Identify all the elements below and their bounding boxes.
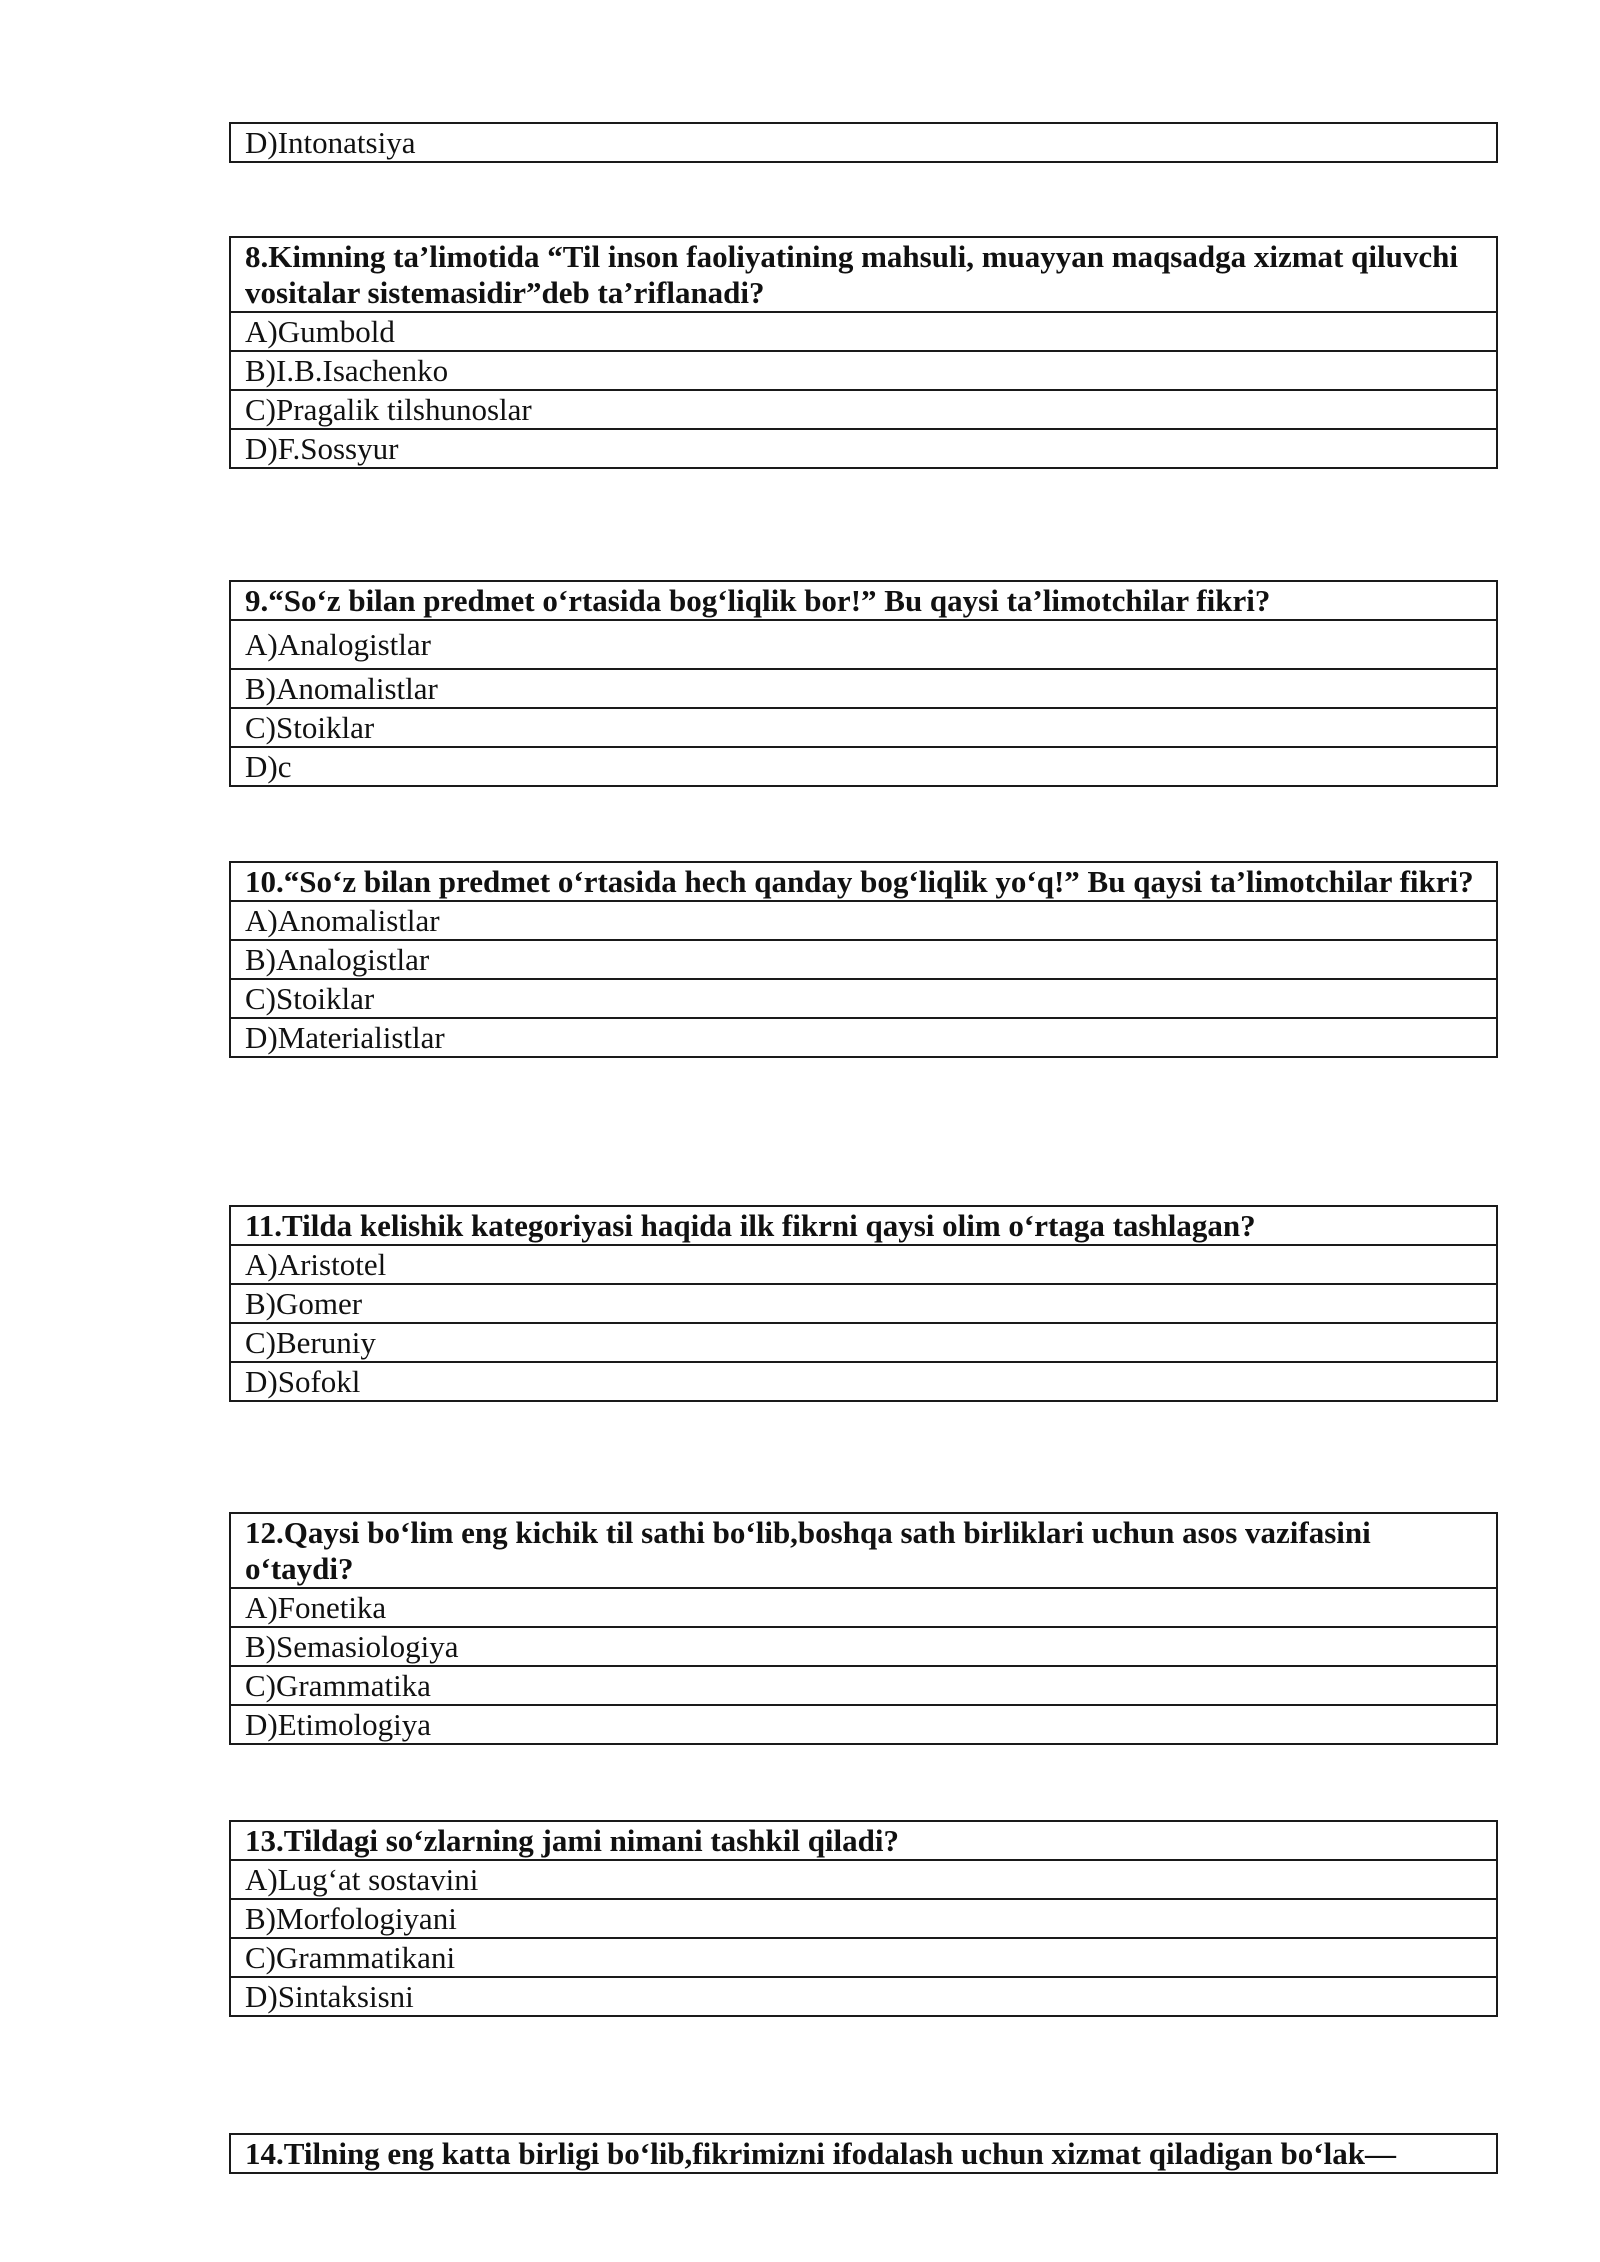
question-text: 10.“So‘z bilan predmet o‘rtasida hech qanday bog‘liqlik yo‘q!” Bu qaysi ta’limotchilar fikri?: [230, 862, 1497, 901]
question-row: [230, 237, 1497, 312]
option-row: [230, 1860, 1497, 1899]
option-row: [230, 312, 1497, 351]
option-row: [230, 708, 1497, 747]
question-table-13: [229, 1820, 1498, 2017]
option-row: [230, 747, 1497, 786]
option-d: D)Intonatsiya: [230, 123, 1497, 162]
question-row: [230, 862, 1497, 901]
option-d: D)Materialistlar: [230, 1018, 1497, 1057]
option-row: [230, 620, 1497, 669]
question-text: 8.Kimning ta’limotida “Til inson faoliyatining mahsuli, muayyan maqsadga xizmat qiluvchi vositalar sistemasidir”deb ta’riflanadi?: [230, 237, 1497, 312]
option-row: [230, 429, 1497, 468]
option-c: C)Grammatikani: [230, 1938, 1497, 1977]
question-row: [230, 2134, 1497, 2173]
question-text: 12.Qaysi bo‘lim eng kichik til sathi bo‘lib,boshqa sath birliklari uchun asos vazifasini o‘taydi?: [230, 1513, 1497, 1588]
option-row: [230, 1705, 1497, 1744]
option-b: B)Morfologiyani: [230, 1899, 1497, 1938]
option-row: [230, 940, 1497, 979]
question-table-7-tail: [229, 122, 1498, 163]
option-row: [230, 390, 1497, 429]
question-table-9: [229, 580, 1498, 787]
option-row: [230, 1938, 1497, 1977]
option-row: [230, 1362, 1497, 1401]
question-table-11: [229, 1205, 1498, 1402]
option-row: [230, 1899, 1497, 1938]
option-row: [230, 351, 1497, 390]
option-a: A)Anomalistlar: [230, 901, 1497, 940]
option-row: [230, 1018, 1497, 1057]
option-d: D)Sofokl: [230, 1362, 1497, 1401]
question-row: [230, 1206, 1497, 1245]
option-a: A)Lug‘at sostavini: [230, 1860, 1497, 1899]
option-c: C)Pragalik tilshunoslar: [230, 390, 1497, 429]
question-table-12: [229, 1512, 1498, 1745]
option-b: B)Semasiologiya: [230, 1627, 1497, 1666]
option-c: C)Stoiklar: [230, 979, 1497, 1018]
option-row: [230, 979, 1497, 1018]
option-row: [230, 901, 1497, 940]
question-row: [230, 1513, 1497, 1588]
option-d: D)c: [230, 747, 1497, 786]
question-table-10: [229, 861, 1498, 1058]
option-c: C)Grammatika: [230, 1666, 1497, 1705]
option-row: [230, 1588, 1497, 1627]
option-a: A)Analogistlar: [230, 620, 1497, 669]
question-text: 14.Tilning eng katta birligi bo‘lib,fikrimizni ifodalash uchun xizmat qiladigan bo‘lak—: [230, 2134, 1497, 2173]
option-row: [230, 123, 1497, 162]
option-b: B)Gomer: [230, 1284, 1497, 1323]
option-b: B)Analogistlar: [230, 940, 1497, 979]
option-a: A)Gumbold: [230, 312, 1497, 351]
question-text: 11.Tilda kelishik kategoriyasi haqida ilk fikrni qaysi olim o‘rtaga tashlagan?: [230, 1206, 1497, 1245]
option-d: D)Etimologiya: [230, 1705, 1497, 1744]
question-row: [230, 581, 1497, 620]
option-row: [230, 669, 1497, 708]
question-text: 9.“So‘z bilan predmet o‘rtasida bog‘liqlik bor!” Bu qaysi ta’limotchilar fikri?: [230, 581, 1497, 620]
question-table-14: [229, 2133, 1498, 2174]
option-d: D)Sintaksisni: [230, 1977, 1497, 2016]
option-b: B)Anomalistlar: [230, 669, 1497, 708]
option-c: C)Beruniy: [230, 1323, 1497, 1362]
option-row: [230, 1977, 1497, 2016]
option-row: [230, 1627, 1497, 1666]
option-c: C)Stoiklar: [230, 708, 1497, 747]
option-row: [230, 1323, 1497, 1362]
option-row: [230, 1245, 1497, 1284]
option-row: [230, 1666, 1497, 1705]
option-a: A)Fonetika: [230, 1588, 1497, 1627]
option-row: [230, 1284, 1497, 1323]
question-table-8: [229, 236, 1498, 469]
option-d: D)F.Sossyur: [230, 429, 1497, 468]
question-text: 13.Tildagi so‘zlarning jami nimani tashkil qiladi?: [230, 1821, 1497, 1860]
option-b: B)I.B.Isachenko: [230, 351, 1497, 390]
option-a: A)Aristotel: [230, 1245, 1497, 1284]
question-row: [230, 1821, 1497, 1860]
